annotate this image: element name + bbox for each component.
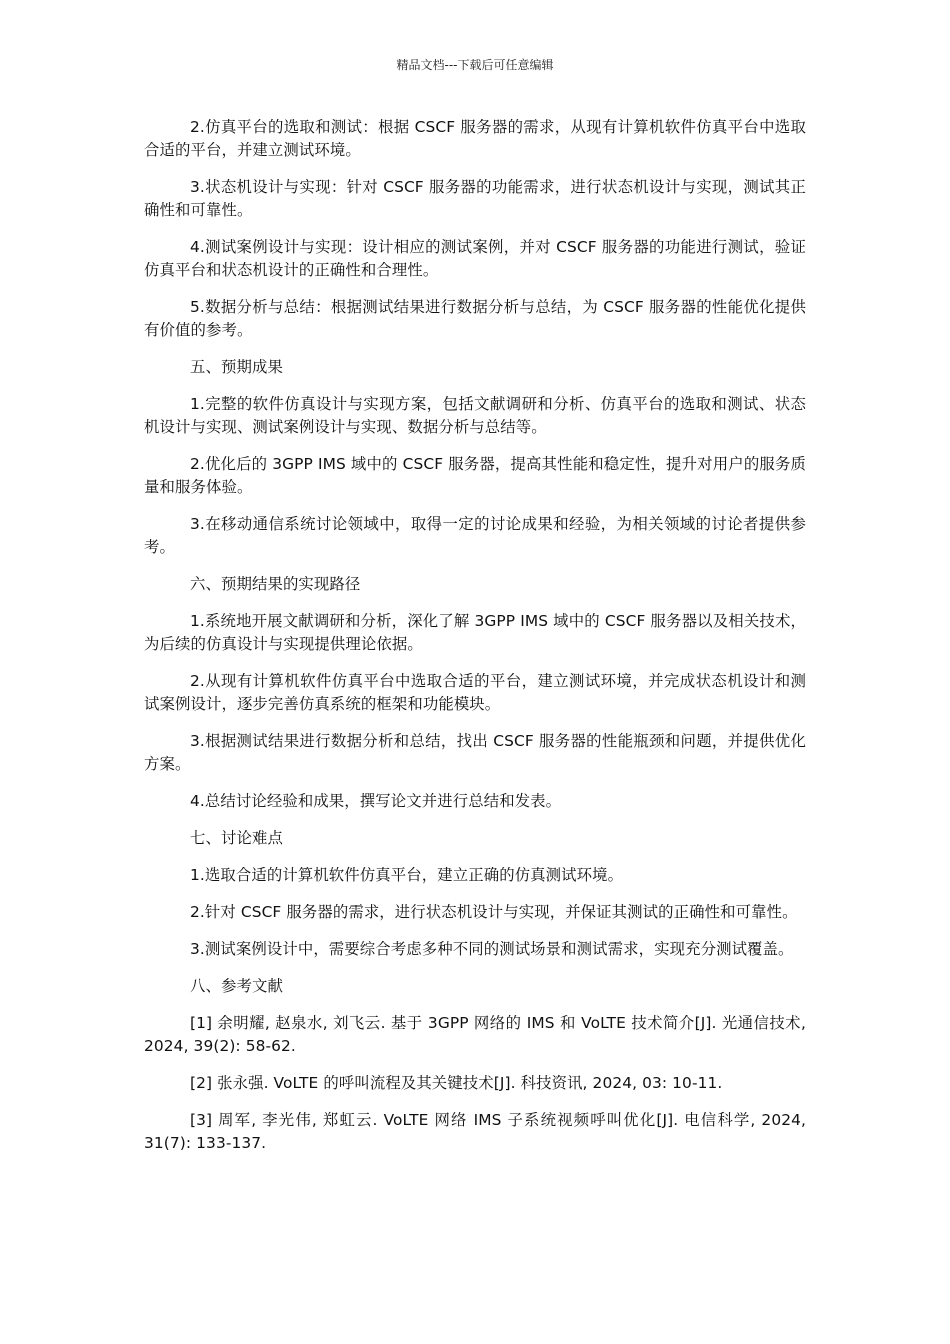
reference-3: [3] 周军, 李光伟, 郑虹云. VoLTE 网络 IMS 子系统视频呼叫优化[J]. 电信科学, 2024, 31(7): 133-137. xyxy=(144,1111,806,1152)
paragraph-difficulty-1: 1.选取合适的计算机软件仿真平台，建立正确的仿真测试环境。 xyxy=(190,866,624,884)
paragraph-result-1: 1.完整的软件仿真设计与实现方案，包括文献调研和分析、仿真平台的选取和测试、状态机设计与实现、测试案例设计与实现、数据分析与总结等。 xyxy=(144,395,806,436)
page-header: 精品文档---下载后可任意编辑 xyxy=(396,58,554,72)
paragraph-result-3: 3.在移动通信系统讨论领域中，取得一定的讨论成果和经验，为相关领域的讨论者提供参考。 xyxy=(144,515,806,556)
section-heading-difficulties: 七、讨论难点 xyxy=(190,829,283,847)
section-heading-references: 八、参考文献 xyxy=(190,977,283,995)
paragraph-simulation-platform: 2.仿真平台的选取和测试：根据 CSCF 服务器的需求，从现有计算机软件仿真平台中选取合适的平台，并建立测试环境。 xyxy=(144,118,806,159)
paragraph-state-machine: 3.状态机设计与实现：针对 CSCF 服务器的功能需求，进行状态机设计与实现，测试其正确性和可靠性。 xyxy=(144,178,806,219)
paragraph-path-3: 3.根据测试结果进行数据分析和总结，找出 CSCF 服务器的性能瓶颈和问题，并提供优化方案。 xyxy=(144,732,806,773)
paragraph-data-analysis: 5.数据分析与总结：根据测试结果进行数据分析与总结，为 CSCF 服务器的性能优化提供有价值的参考。 xyxy=(144,298,806,339)
paragraph-test-cases: 4.测试案例设计与实现：设计相应的测试案例，并对 CSCF 服务器的功能进行测试，验证仿真平台和状态机设计的正确性和合理性。 xyxy=(144,238,806,279)
reference-1: [1] 余明耀, 赵泉水, 刘飞云. 基于 3GPP 网络的 IMS 和 VoLTE 技术简介[J]. 光通信技术, 2024, 39(2): 58-62. xyxy=(144,1014,806,1055)
paragraph-result-2: 2.优化后的 3GPP IMS 域中的 CSCF 服务器，提高其性能和稳定性，提升对用户的服务质量和服务体验。 xyxy=(144,455,806,496)
paragraph-path-2: 2.从现有计算机软件仿真平台中选取合适的平台，建立测试环境，并完成状态机设计和测试案例设计，逐步完善仿真系统的框架和功能模块。 xyxy=(144,672,806,713)
section-heading-expected-results: 五、预期成果 xyxy=(190,358,283,376)
paragraph-difficulty-3: 3.测试案例设计中，需要综合考虑多种不同的测试场景和测试需求，实现充分测试覆盖。 xyxy=(190,940,794,958)
paragraph-path-4: 4.总结讨论经验和成果，撰写论文并进行总结和发表。 xyxy=(190,792,562,810)
reference-2: [2] 张永强. VoLTE 的呼叫流程及其关键技术[J]. 科技资讯, 2024, 03: 10-11. xyxy=(190,1074,723,1092)
paragraph-difficulty-2: 2.针对 CSCF 服务器的需求，进行状态机设计与实现，并保证其测试的正确性和可靠性。 xyxy=(190,903,798,921)
paragraph-path-1: 1.系统地开展文献调研和分析，深化了解 3GPP IMS 域中的 CSCF 服务器以及相关技术，为后续的仿真设计与实现提供理论依据。 xyxy=(144,612,806,653)
section-heading-implementation-path: 六、预期结果的实现路径 xyxy=(190,575,361,593)
document-body xyxy=(144,116,806,1169)
